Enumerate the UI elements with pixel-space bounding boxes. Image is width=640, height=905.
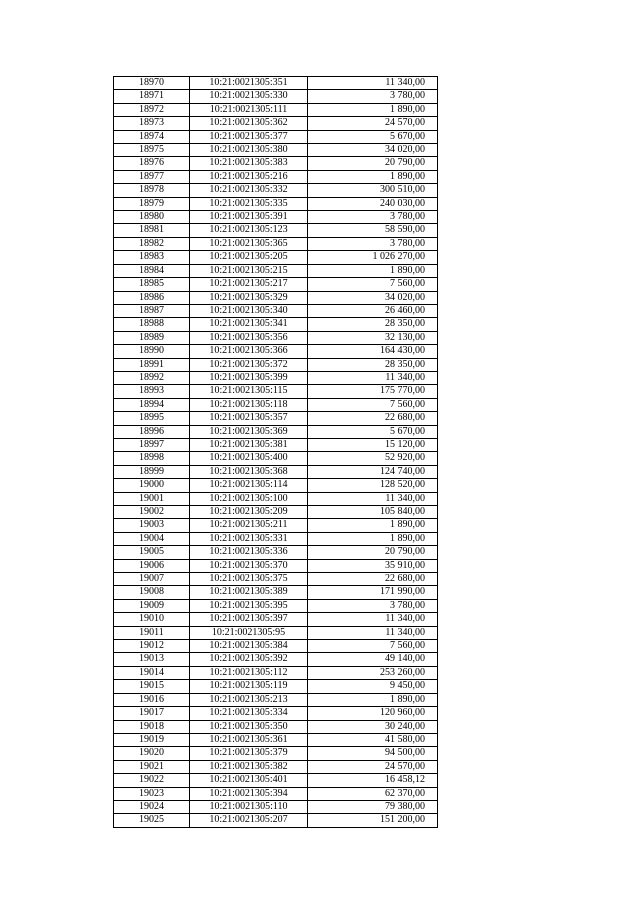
table-row (114, 412, 438, 425)
cadastral-number-cell: 10:21:0021305:384 (190, 640, 308, 653)
table-row (114, 546, 438, 559)
table-row (114, 720, 438, 733)
amount-cell: 171 990,00 (308, 586, 438, 599)
cadastral-number-cell: 10:21:0021305:340 (190, 304, 308, 317)
data-table (113, 76, 438, 828)
row-number-cell: 18997 (114, 438, 190, 451)
amount-cell: 28 350,00 (308, 358, 438, 371)
amount-cell: 1 890,00 (308, 693, 438, 706)
amount-cell: 20 790,00 (308, 546, 438, 559)
row-number-cell: 19014 (114, 666, 190, 679)
amount-cell: 41 580,00 (308, 733, 438, 746)
amount-cell: 124 740,00 (308, 465, 438, 478)
amount-cell: 24 570,00 (308, 117, 438, 130)
amount-cell: 58 590,00 (308, 224, 438, 237)
table-row (114, 184, 438, 197)
table-row (114, 626, 438, 639)
row-number-cell: 18976 (114, 157, 190, 170)
row-number-cell: 18991 (114, 358, 190, 371)
amount-cell: 7 560,00 (308, 278, 438, 291)
table-row (114, 452, 438, 465)
cadastral-number-cell: 10:21:0021305:401 (190, 774, 308, 787)
table-row (114, 197, 438, 210)
cadastral-number-cell: 10:21:0021305:397 (190, 613, 308, 626)
cadastral-number-cell: 10:21:0021305:395 (190, 599, 308, 612)
row-number-cell: 19006 (114, 559, 190, 572)
cadastral-number-cell: 10:21:0021305:375 (190, 573, 308, 586)
cadastral-number-cell: 10:21:0021305:399 (190, 371, 308, 384)
table-row (114, 224, 438, 237)
table-row (114, 264, 438, 277)
table-row (114, 760, 438, 773)
table-row (114, 304, 438, 317)
cadastral-number-cell: 10:21:0021305:100 (190, 492, 308, 505)
table-row (114, 144, 438, 157)
amount-cell: 28 350,00 (308, 318, 438, 331)
row-number-cell: 18972 (114, 103, 190, 116)
cadastral-number-cell: 10:21:0021305:211 (190, 519, 308, 532)
cadastral-number-cell: 10:21:0021305:111 (190, 103, 308, 116)
amount-cell: 1 890,00 (308, 532, 438, 545)
table-row (114, 787, 438, 800)
cadastral-number-cell: 10:21:0021305:112 (190, 666, 308, 679)
table-row (114, 586, 438, 599)
table-row (114, 117, 438, 130)
row-number-cell: 18990 (114, 345, 190, 358)
table-row (114, 371, 438, 384)
row-number-cell: 19017 (114, 707, 190, 720)
row-number-cell: 18989 (114, 331, 190, 344)
row-number-cell: 18978 (114, 184, 190, 197)
cadastral-number-cell: 10:21:0021305:400 (190, 452, 308, 465)
cadastral-number-cell: 10:21:0021305:341 (190, 318, 308, 331)
amount-cell: 1 890,00 (308, 519, 438, 532)
amount-cell: 105 840,00 (308, 506, 438, 519)
cadastral-number-cell: 10:21:0021305:95 (190, 626, 308, 639)
cadastral-number-cell: 10:21:0021305:205 (190, 251, 308, 264)
amount-cell: 1 026 270,00 (308, 251, 438, 264)
amount-cell: 16 458,12 (308, 774, 438, 787)
row-number-cell: 18971 (114, 90, 190, 103)
table-row (114, 693, 438, 706)
row-number-cell: 19022 (114, 774, 190, 787)
row-number-cell: 19011 (114, 626, 190, 639)
row-number-cell: 18984 (114, 264, 190, 277)
table-row (114, 331, 438, 344)
amount-cell: 151 200,00 (308, 814, 438, 827)
amount-cell: 240 030,00 (308, 197, 438, 210)
row-number-cell: 19025 (114, 814, 190, 827)
amount-cell: 22 680,00 (308, 412, 438, 425)
cadastral-number-cell: 10:21:0021305:351 (190, 77, 308, 90)
row-number-cell: 19003 (114, 519, 190, 532)
cadastral-number-cell: 10:21:0021305:329 (190, 291, 308, 304)
row-number-cell: 18980 (114, 211, 190, 224)
cadastral-number-cell: 10:21:0021305:207 (190, 814, 308, 827)
table-row (114, 613, 438, 626)
cadastral-number-cell: 10:21:0021305:213 (190, 693, 308, 706)
row-number-cell: 18986 (114, 291, 190, 304)
cadastral-number-cell: 10:21:0021305:350 (190, 720, 308, 733)
row-number-cell: 18985 (114, 278, 190, 291)
table-row (114, 733, 438, 746)
row-number-cell: 18974 (114, 130, 190, 143)
amount-cell: 128 520,00 (308, 479, 438, 492)
row-number-cell: 19008 (114, 586, 190, 599)
amount-cell: 34 020,00 (308, 291, 438, 304)
cadastral-number-cell: 10:21:0021305:370 (190, 559, 308, 572)
amount-cell: 20 790,00 (308, 157, 438, 170)
cadastral-number-cell: 10:21:0021305:336 (190, 546, 308, 559)
table-row (114, 130, 438, 143)
row-number-cell: 19020 (114, 747, 190, 760)
amount-cell: 3 780,00 (308, 90, 438, 103)
row-number-cell: 18992 (114, 371, 190, 384)
cadastral-number-cell: 10:21:0021305:392 (190, 653, 308, 666)
table-row (114, 465, 438, 478)
cadastral-number-cell: 10:21:0021305:356 (190, 331, 308, 344)
amount-cell: 32 130,00 (308, 331, 438, 344)
table-row (114, 599, 438, 612)
amount-cell: 3 780,00 (308, 237, 438, 250)
row-number-cell: 18999 (114, 465, 190, 478)
amount-cell: 5 670,00 (308, 130, 438, 143)
row-number-cell: 18994 (114, 398, 190, 411)
table-row (114, 291, 438, 304)
cadastral-number-cell: 10:21:0021305:381 (190, 438, 308, 451)
row-number-cell: 18995 (114, 412, 190, 425)
amount-cell: 3 780,00 (308, 211, 438, 224)
row-number-cell: 19009 (114, 599, 190, 612)
table-row (114, 385, 438, 398)
amount-cell: 11 340,00 (308, 371, 438, 384)
amount-cell: 11 340,00 (308, 492, 438, 505)
table-row (114, 425, 438, 438)
cadastral-number-cell: 10:21:0021305:391 (190, 211, 308, 224)
amount-cell: 300 510,00 (308, 184, 438, 197)
row-number-cell: 19018 (114, 720, 190, 733)
row-number-cell: 18982 (114, 237, 190, 250)
row-number-cell: 19023 (114, 787, 190, 800)
amount-cell: 7 560,00 (308, 640, 438, 653)
cadastral-number-cell: 10:21:0021305:379 (190, 747, 308, 760)
table-row (114, 103, 438, 116)
row-number-cell: 18996 (114, 425, 190, 438)
row-number-cell: 18977 (114, 170, 190, 183)
cadastral-number-cell: 10:21:0021305:369 (190, 425, 308, 438)
table-row (114, 278, 438, 291)
amount-cell: 30 240,00 (308, 720, 438, 733)
amount-cell: 52 920,00 (308, 452, 438, 465)
table-row (114, 640, 438, 653)
amount-cell: 1 890,00 (308, 103, 438, 116)
amount-cell: 3 780,00 (308, 599, 438, 612)
cadastral-number-cell: 10:21:0021305:361 (190, 733, 308, 746)
amount-cell: 15 120,00 (308, 438, 438, 451)
row-number-cell: 18988 (114, 318, 190, 331)
cadastral-number-cell: 10:21:0021305:334 (190, 707, 308, 720)
cadastral-number-cell: 10:21:0021305:217 (190, 278, 308, 291)
cadastral-number-cell: 10:21:0021305:377 (190, 130, 308, 143)
table-row (114, 211, 438, 224)
amount-cell: 11 340,00 (308, 77, 438, 90)
table-row (114, 479, 438, 492)
amount-cell: 120 960,00 (308, 707, 438, 720)
row-number-cell: 18993 (114, 385, 190, 398)
amount-cell: 175 770,00 (308, 385, 438, 398)
row-number-cell: 18979 (114, 197, 190, 210)
amount-cell: 5 670,00 (308, 425, 438, 438)
table-row (114, 77, 438, 90)
row-number-cell: 19016 (114, 693, 190, 706)
table-row (114, 345, 438, 358)
row-number-cell: 19010 (114, 613, 190, 626)
row-number-cell: 19021 (114, 760, 190, 773)
cadastral-number-cell: 10:21:0021305:115 (190, 385, 308, 398)
row-number-cell: 19024 (114, 800, 190, 813)
amount-cell: 26 460,00 (308, 304, 438, 317)
cadastral-number-cell: 10:21:0021305:382 (190, 760, 308, 773)
amount-cell: 253 260,00 (308, 666, 438, 679)
cadastral-number-cell: 10:21:0021305:380 (190, 144, 308, 157)
cadastral-number-cell: 10:21:0021305:335 (190, 197, 308, 210)
amount-cell: 35 910,00 (308, 559, 438, 572)
row-number-cell: 18998 (114, 452, 190, 465)
cadastral-number-cell: 10:21:0021305:365 (190, 237, 308, 250)
table-row (114, 90, 438, 103)
amount-cell: 49 140,00 (308, 653, 438, 666)
row-number-cell: 19004 (114, 532, 190, 545)
table-row (114, 438, 438, 451)
table-row (114, 251, 438, 264)
table-row (114, 800, 438, 813)
row-number-cell: 18983 (114, 251, 190, 264)
row-number-cell: 18987 (114, 304, 190, 317)
row-number-cell: 18975 (114, 144, 190, 157)
amount-cell: 11 340,00 (308, 626, 438, 639)
table-row (114, 707, 438, 720)
row-number-cell: 19019 (114, 733, 190, 746)
amount-cell: 79 380,00 (308, 800, 438, 813)
row-number-cell: 19000 (114, 479, 190, 492)
table-row (114, 237, 438, 250)
row-number-cell: 18973 (114, 117, 190, 130)
cadastral-number-cell: 10:21:0021305:215 (190, 264, 308, 277)
amount-cell: 62 370,00 (308, 787, 438, 800)
table-row (114, 774, 438, 787)
table-row (114, 747, 438, 760)
amount-cell: 94 500,00 (308, 747, 438, 760)
table-row (114, 559, 438, 572)
table-row (114, 358, 438, 371)
row-number-cell: 19015 (114, 680, 190, 693)
cadastral-number-cell: 10:21:0021305:331 (190, 532, 308, 545)
cadastral-number-cell: 10:21:0021305:368 (190, 465, 308, 478)
table-row (114, 814, 438, 827)
cadastral-number-cell: 10:21:0021305:389 (190, 586, 308, 599)
table-row (114, 318, 438, 331)
cadastral-number-cell: 10:21:0021305:216 (190, 170, 308, 183)
table-row (114, 653, 438, 666)
row-number-cell: 19001 (114, 492, 190, 505)
amount-cell: 9 450,00 (308, 680, 438, 693)
table-row (114, 492, 438, 505)
table-row (114, 519, 438, 532)
amount-cell: 34 020,00 (308, 144, 438, 157)
row-number-cell: 19002 (114, 506, 190, 519)
cadastral-number-cell: 10:21:0021305:366 (190, 345, 308, 358)
table-row (114, 666, 438, 679)
cadastral-number-cell: 10:21:0021305:209 (190, 506, 308, 519)
amount-cell: 24 570,00 (308, 760, 438, 773)
amount-cell: 164 430,00 (308, 345, 438, 358)
row-number-cell: 19012 (114, 640, 190, 653)
cadastral-number-cell: 10:21:0021305:118 (190, 398, 308, 411)
table-row (114, 157, 438, 170)
cadastral-number-cell: 10:21:0021305:119 (190, 680, 308, 693)
table-row (114, 573, 438, 586)
table-row (114, 532, 438, 545)
cadastral-number-cell: 10:21:0021305:114 (190, 479, 308, 492)
table-body (114, 77, 438, 828)
amount-cell: 7 560,00 (308, 398, 438, 411)
cadastral-number-cell: 10:21:0021305:110 (190, 800, 308, 813)
cadastral-number-cell: 10:21:0021305:383 (190, 157, 308, 170)
cadastral-number-cell: 10:21:0021305:123 (190, 224, 308, 237)
table-row (114, 170, 438, 183)
cadastral-number-cell: 10:21:0021305:372 (190, 358, 308, 371)
amount-cell: 1 890,00 (308, 264, 438, 277)
table-row (114, 680, 438, 693)
amount-cell: 11 340,00 (308, 613, 438, 626)
row-number-cell: 19013 (114, 653, 190, 666)
cadastral-number-cell: 10:21:0021305:394 (190, 787, 308, 800)
cadastral-number-cell: 10:21:0021305:362 (190, 117, 308, 130)
table-row (114, 398, 438, 411)
amount-cell: 22 680,00 (308, 573, 438, 586)
cadastral-number-cell: 10:21:0021305:330 (190, 90, 308, 103)
cadastral-number-cell: 10:21:0021305:332 (190, 184, 308, 197)
row-number-cell: 18981 (114, 224, 190, 237)
row-number-cell: 19005 (114, 546, 190, 559)
table-row (114, 506, 438, 519)
row-number-cell: 18970 (114, 77, 190, 90)
row-number-cell: 19007 (114, 573, 190, 586)
cadastral-number-cell: 10:21:0021305:357 (190, 412, 308, 425)
amount-cell: 1 890,00 (308, 170, 438, 183)
